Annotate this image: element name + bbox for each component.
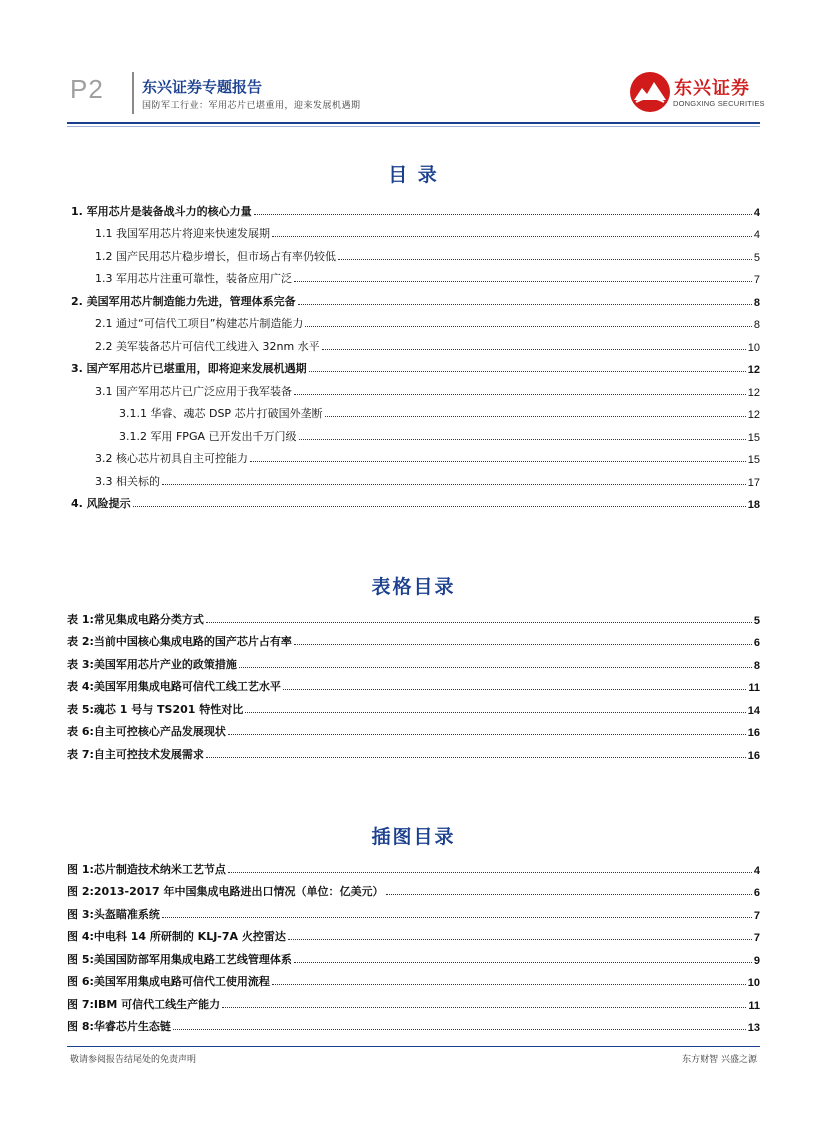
- figure-entry-page: 6: [753, 887, 760, 899]
- dot-leader: [294, 643, 752, 645]
- figure-entry-page: 13: [747, 1022, 760, 1034]
- toc-entry-label: 1.1 我国军用芯片将迎来快速发展期: [95, 227, 270, 240]
- table-entry[interactable]: [67, 672, 760, 695]
- figure-entry-label: 图 3:头盔瞄准系统: [67, 907, 160, 921]
- toc-entry-label: 1.3 军用芯片注重可靠性，装备应用广泛: [95, 272, 292, 285]
- toc-entry-page: 15: [747, 431, 760, 444]
- report-title: 东兴证券专题报告: [142, 78, 263, 96]
- dot-leader: [283, 688, 746, 690]
- table-entry-page: 16: [747, 749, 760, 762]
- toc-entry-label: 3.1 国产军用芯片已广泛应用于我军装备: [95, 384, 292, 398]
- figure-entry-page: 10: [747, 977, 760, 989]
- dot-leader: [294, 280, 752, 282]
- table-entry-label: 表 4:美国军用集成电路可信代工线工艺水平: [67, 680, 281, 693]
- dot-leader: [325, 415, 746, 417]
- figure-entry-page: 4: [753, 864, 760, 877]
- dot-leader: [162, 916, 752, 918]
- toc-entry-page: 17: [747, 476, 760, 489]
- figure-entry-label: 图 1:芯片制造技术纳米工艺节点: [67, 862, 226, 876]
- dot-leader: [239, 666, 752, 668]
- toc-entry[interactable]: [67, 354, 760, 377]
- figure-entry[interactable]: [67, 944, 760, 967]
- toc-entry-page: 7: [753, 274, 760, 286]
- table-entry[interactable]: [67, 739, 760, 762]
- tables-toc-list: [67, 604, 760, 762]
- toc-entry[interactable]: [67, 264, 760, 287]
- figure-entry-label: 图 7:IBM 可信代工线生产能力: [67, 997, 221, 1011]
- figure-entry[interactable]: [67, 854, 760, 877]
- figure-entry-label: 图 8:华睿芯片生态链: [67, 1020, 171, 1033]
- toc-entry-page: 15: [747, 454, 760, 466]
- dot-leader: [338, 258, 752, 260]
- table-entry-page: 6: [753, 637, 760, 649]
- toc-entry[interactable]: [67, 466, 760, 489]
- dot-leader: [272, 983, 746, 985]
- dot-leader: [222, 1006, 746, 1008]
- figure-entry[interactable]: [67, 877, 760, 900]
- table-entry[interactable]: [67, 694, 760, 717]
- figure-entry[interactable]: [67, 989, 760, 1012]
- footer-disclaimer: 敬请参阅报告结尾处的免责声明: [70, 1055, 197, 1065]
- toc-entry-page: 4: [753, 229, 760, 241]
- toc-entry-page: 10: [747, 341, 760, 354]
- header-divider: [132, 72, 134, 114]
- dot-leader: [133, 505, 746, 507]
- tables-toc-title: 表格目录: [371, 576, 456, 598]
- table-entry[interactable]: [67, 649, 760, 672]
- toc-entry-page: 12: [747, 364, 760, 376]
- toc-entry-label: 3. 国产军用芯片已堪重用，即将迎来发展机遇期: [71, 362, 307, 375]
- toc-entry-page: 8: [753, 319, 760, 331]
- toc-entry-label: 3.3 相关标的: [95, 474, 160, 488]
- figure-entry-label: 图 6:美国军用集成电路可信代工使用流程: [67, 975, 270, 988]
- toc-entry[interactable]: [67, 309, 760, 332]
- table-entry-page: 5: [753, 614, 760, 627]
- dot-leader: [305, 325, 751, 327]
- dot-leader: [250, 460, 746, 462]
- figure-entry-page: 9: [753, 954, 760, 967]
- dot-leader: [298, 303, 752, 305]
- logo-name: 东兴证券: [674, 78, 750, 99]
- figure-entry[interactable]: [67, 899, 760, 922]
- toc-entry[interactable]: [67, 219, 760, 242]
- toc-entry[interactable]: [67, 331, 760, 354]
- table-entry-page: 16: [747, 727, 760, 739]
- dot-leader: [173, 1028, 746, 1030]
- table-entry-label: 表 3:美国军用芯片产业的政策措施: [67, 657, 237, 671]
- toc-entry-label: 2.2 美军装备芯片可信代工线进入 32nm 水平: [95, 339, 320, 353]
- toc-title: 目 录: [388, 164, 439, 186]
- toc-entry[interactable]: [67, 489, 760, 512]
- dot-leader: [288, 938, 752, 940]
- dot-leader: [386, 893, 752, 895]
- figures-toc-title: 插图目录: [371, 826, 456, 848]
- toc-entry-page: 12: [747, 409, 760, 421]
- table-entry-label: 表 5:魂芯 1 号与 TS201 特性对比: [67, 702, 244, 716]
- toc-entry-label: 1.2 国产民用芯片稳步增长，但市场占有率仍较低: [95, 249, 336, 263]
- table-entry-label: 表 7:自主可控技术发展需求: [67, 747, 204, 761]
- footer-rule: [67, 1046, 760, 1047]
- table-entry-page: 11: [748, 682, 760, 694]
- table-entry-label: 表 6:自主可控核心产品发展现状: [67, 725, 226, 738]
- table-entry[interactable]: [67, 627, 760, 650]
- toc-list: [67, 196, 760, 511]
- toc-entry[interactable]: [67, 241, 760, 264]
- logo-english: DONGXING SECURITIES: [673, 99, 765, 108]
- figure-entry-page: 7: [753, 909, 760, 922]
- toc-entry-page: 5: [753, 251, 760, 264]
- page-number: P2: [70, 74, 104, 104]
- dot-leader: [309, 370, 746, 372]
- dot-leader: [294, 961, 752, 963]
- toc-entry-label: 3.2 核心芯片初具自主可控能力: [95, 452, 248, 465]
- table-entry-page: 14: [747, 704, 760, 717]
- table-entry[interactable]: [67, 604, 760, 627]
- toc-entry-page: 12: [747, 386, 760, 399]
- figure-entry-page: 7: [753, 932, 760, 944]
- dot-leader: [206, 756, 746, 758]
- toc-entry[interactable]: [67, 376, 760, 399]
- dot-leader: [272, 235, 752, 237]
- figure-entry[interactable]: [67, 967, 760, 990]
- toc-entry-label: 4. 风险提示: [71, 497, 131, 510]
- toc-entry-label: 2. 美国军用芯片制造能力先进，管理体系完备: [71, 294, 296, 308]
- dot-leader: [228, 871, 752, 873]
- toc-entry[interactable]: [67, 444, 760, 467]
- toc-entry-label: 3.1.2 军用 FPGA 已开发出千万门级: [119, 429, 297, 443]
- dot-leader: [254, 213, 752, 215]
- figures-toc-list: [67, 854, 760, 1034]
- table-entry-label: 表 1:常见集成电路分类方式: [67, 612, 204, 626]
- toc-entry-label: 2.1 通过“可信代工项目”构建芯片制造能力: [95, 317, 304, 330]
- toc-entry-page: 18: [747, 499, 760, 511]
- header-rule: [67, 122, 760, 124]
- dot-leader: [294, 393, 746, 395]
- figure-entry[interactable]: [67, 922, 760, 945]
- figure-entry-page: 11: [748, 999, 760, 1012]
- toc-entry-label: 1. 军用芯片是装备战斗力的核心力量: [71, 204, 252, 218]
- table-entry-page: 8: [753, 659, 760, 672]
- toc-entry[interactable]: [67, 399, 760, 422]
- toc-entry[interactable]: [67, 286, 760, 309]
- toc-entry-label: 3.1.1 华睿、魂芯 DSP 芯片打破国外垄断: [119, 407, 323, 420]
- toc-entry[interactable]: [67, 421, 760, 444]
- dot-leader: [245, 711, 746, 713]
- figure-entry-label: 图 4:中电科 14 所研制的 KLJ-7A 火控雷达: [67, 930, 286, 943]
- dot-leader: [322, 348, 746, 350]
- footer-slogan: 东方财智 兴盛之源: [682, 1055, 757, 1065]
- dot-leader: [228, 733, 746, 735]
- toc-entry-page: 8: [753, 296, 760, 309]
- figure-entry-label: 图 5:美国国防部军用集成电路工艺线管理体系: [67, 952, 292, 966]
- toc-entry-page: 4: [753, 206, 760, 219]
- figure-entry-label: 图 2:2013-2017 年中国集成电路进出口情况（单位：亿美元）: [67, 885, 384, 898]
- dot-leader: [299, 438, 746, 440]
- dot-leader: [206, 621, 752, 623]
- toc-entry[interactable]: [67, 196, 760, 219]
- report-subtitle: 国防军工行业：军用芯片已堪重用，迎来发展机遇期: [142, 101, 361, 111]
- table-entry[interactable]: [67, 717, 760, 740]
- table-entry-label: 表 2:当前中国核心集成电路的国产芯片占有率: [67, 635, 292, 648]
- header-rule-thin: [67, 126, 760, 127]
- figure-entry[interactable]: [67, 1012, 760, 1035]
- dot-leader: [162, 483, 746, 485]
